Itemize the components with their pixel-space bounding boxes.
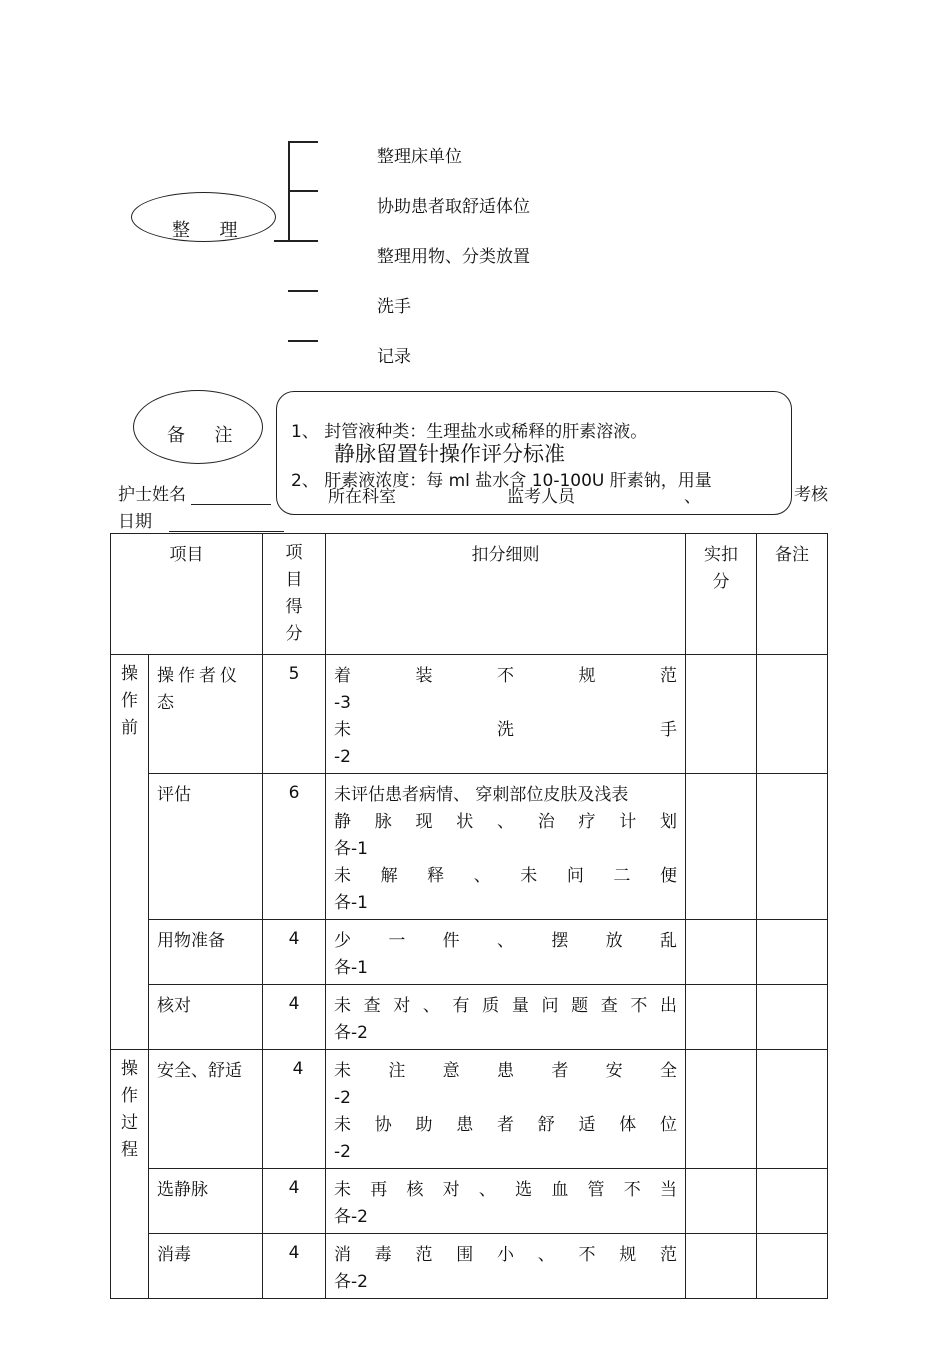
row-actual[interactable] [686,655,757,774]
tidy-item-4: 洗手 [377,297,411,317]
detail-line: 少一件、摆放乱 [334,931,677,951]
bracket-tick-3 [274,240,318,242]
category-char: 操 [121,664,138,684]
detail-line: -3 [334,693,351,713]
category-char: 过 [121,1113,138,1133]
detail-line: 各-2 [334,1272,368,1292]
tidy-item-3: 整理用物、分类放置 [377,247,530,267]
row-item: 选静脉 [149,1169,263,1234]
bracket-tick-5 [288,340,318,342]
table-row [111,985,828,1050]
tidy-item-1: 整理床单位 [377,147,462,167]
category-before-operation [111,655,149,1050]
bracket-tick-2 [288,190,318,192]
row-score: 4 [263,1169,326,1234]
nurse-name-blank [191,486,271,505]
row-actual[interactable] [686,985,757,1050]
category-char: 前 [121,718,138,738]
nurse-name-label [118,480,271,505]
table-header-row [111,534,828,655]
scoring-table [110,533,828,1299]
row-actual[interactable] [686,1050,757,1169]
row-remark[interactable] [757,1234,828,1299]
date-text: 日期 [118,512,152,532]
detail-line: 未评估患者病情、 穿刺部位皮肤及浅表 [334,785,629,805]
detail-line: -2 [334,1142,351,1162]
header-item: 项目 [111,534,263,655]
row-score: 4 [263,1234,326,1299]
header-score-char: 项 [285,543,303,563]
tidy-item-5: 记录 [377,347,411,367]
detail-line: 各-2 [334,1207,368,1227]
category-char: 作 [121,1086,138,1106]
row-detail [326,774,686,920]
header-actual-line: 分 [712,572,730,592]
supervisor-label: 监考人员 [507,487,575,507]
bracket-tick-4 [288,290,318,292]
detail-line: 未洗手 [334,720,677,740]
detail-line: 各-1 [334,839,368,859]
header-score-char: 分 [285,624,303,644]
detail-line: -2 [334,747,351,767]
detail-line: 未解释、未问二便 [334,866,677,886]
row-remark[interactable] [757,985,828,1050]
row-actual[interactable] [686,1234,757,1299]
category-char: 操 [121,1059,138,1079]
row-item: 消毒 [149,1234,263,1299]
bracket-tick-1 [288,141,318,143]
row-item: 核对 [149,985,263,1050]
row-remark[interactable] [757,1169,828,1234]
tidy-item-2: 协助患者取舒适体位 [377,197,530,217]
remarks-oval-label: 备 注 [167,425,239,446]
row-actual[interactable] [686,920,757,985]
detail-line: 未注意患者安全 [334,1061,677,1081]
header-actual [686,534,757,655]
row-detail [326,920,686,985]
row-actual[interactable] [686,1169,757,1234]
table-row [111,655,828,774]
header-score-char: 得 [285,597,303,617]
row-detail [326,655,686,774]
row-item: 评估 [149,774,263,920]
date-blank [169,513,284,532]
row-remark[interactable] [757,920,828,985]
row-detail [326,985,686,1050]
document-title: 静脉留置针操作评分标准 [334,442,565,466]
row-score: 5 [263,655,326,774]
row-item: 用物准备 [149,920,263,985]
detail-line: -2 [334,1088,351,1108]
table-row [111,1169,828,1234]
header-detail: 扣分细则 [326,534,686,655]
detail-line: 未协助患者舒适体位 [334,1115,677,1135]
header-score [263,534,326,655]
row-detail [326,1234,686,1299]
row-detail [326,1050,686,1169]
detail-line: 各-2 [334,1023,368,1043]
detail-line: 着装不规范 [334,666,677,686]
detail-line: 未查对、有质量问题查不出 [334,996,677,1016]
row-score: 4 [263,920,326,985]
supervisor-separator: 、 [684,487,701,507]
row-detail [326,1169,686,1234]
detail-line: 各-1 [334,958,368,978]
category-during-operation [111,1050,149,1299]
row-score: 4 [263,1050,326,1169]
row-item: 操作者仪态 [149,655,263,774]
table-row [111,1234,828,1299]
detail-line: 各-1 [334,893,368,913]
row-item: 安全、舒适 [149,1050,263,1169]
table-row [111,1050,828,1169]
header-score-char: 目 [285,570,303,590]
row-score: 4 [263,985,326,1050]
row-remark[interactable] [757,1050,828,1169]
category-char: 程 [121,1140,138,1160]
detail-line: 静脉现状、治疗计划 [334,812,677,832]
remarks-note-2: 2、 肝素液浓度：每 ml 盐水含 10-100U 肝素钠，用量 [291,471,712,491]
row-score: 6 [263,774,326,920]
table-row [111,774,828,920]
category-char: 作 [121,691,138,711]
detail-line: 未再核对、选血管不当 [334,1180,677,1200]
date-label [118,507,284,532]
nurse-name-text: 护士姓名 [118,485,186,505]
header-actual-line: 实扣 [704,545,738,565]
row-remark[interactable] [757,655,828,774]
row-remark[interactable] [757,774,828,920]
table-row [111,920,828,985]
header-remark: 备注 [757,534,828,655]
remarks-note-1: 1、 封管液种类：生理盐水或稀释的肝素溶液。 [291,422,648,442]
department-label: 所在科室 [328,487,396,507]
detail-line: 消毒范围小、不规范 [334,1245,677,1265]
exam-label: 考核 [794,485,828,505]
row-actual[interactable] [686,774,757,920]
tidy-oval-label: 整 理 [172,220,244,241]
